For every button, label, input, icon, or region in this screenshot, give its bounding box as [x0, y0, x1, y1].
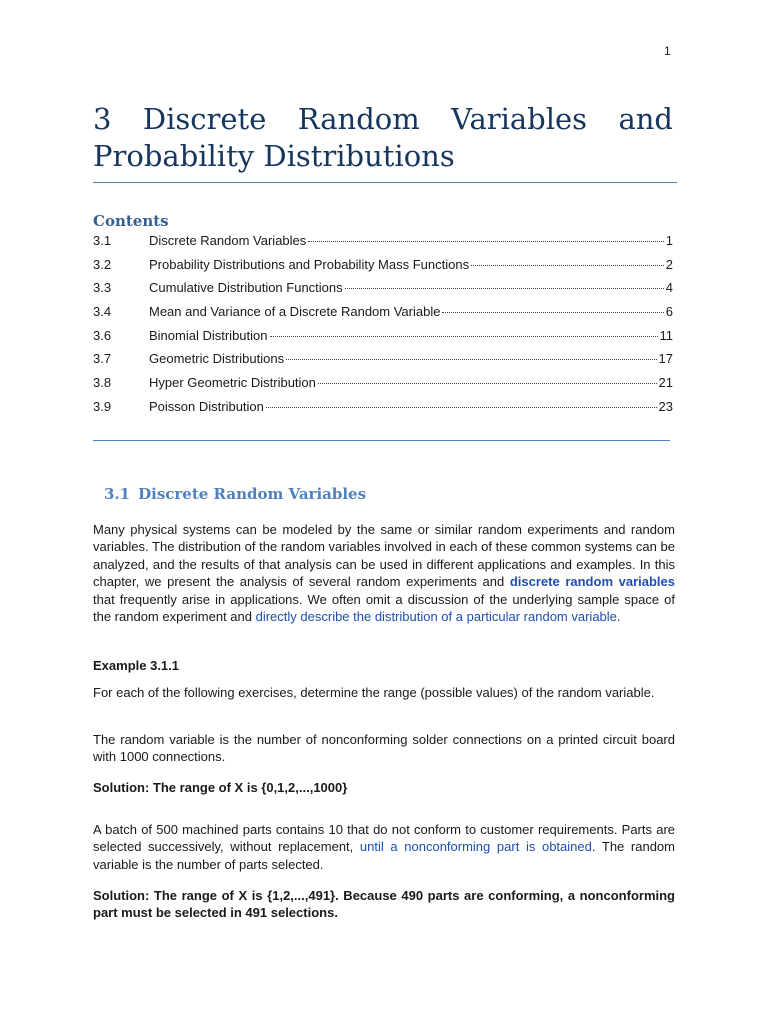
- title-divider: [93, 182, 677, 183]
- toc-leader-dots: [471, 265, 664, 266]
- toc-entry[interactable]: [93, 280, 673, 304]
- example-heading: Example 3.1.1: [93, 658, 179, 673]
- toc-entry-number: 3.3: [93, 280, 112, 296]
- toc-entry-page: 2: [665, 256, 673, 272]
- toc-entry-number: 3.6: [93, 327, 112, 343]
- section-number: 3.1: [104, 485, 131, 503]
- intro-text: that frequently arise in applications. We often omit a discussion of the underlying sample space of the random experiment and: [93, 591, 675, 625]
- intro-text: .: [616, 609, 621, 625]
- example-question-2: [93, 821, 675, 873]
- toc-entry-title: Binomial Distribution: [149, 327, 268, 343]
- toc-entry-page: 4: [665, 280, 673, 296]
- toc-entry[interactable]: [93, 328, 673, 352]
- toc-leader-dots: [270, 336, 658, 337]
- question-text: A batch of 500 machined parts contains 10 that do not conform to customer requirements. Parts are selected successively, without replacement,: [93, 822, 675, 855]
- toc-entry[interactable]: [93, 375, 673, 399]
- toc-entry-number: 3.2: [93, 256, 112, 272]
- example-question-1: The random variable is the number of nonconforming solder connections on a printed circuit board with 1000 connections.: [93, 732, 675, 765]
- toc-entry-number: 3.7: [93, 351, 112, 367]
- toc-entry[interactable]: [93, 233, 673, 257]
- section-title: Discrete Random Variables: [138, 485, 367, 503]
- intro-paragraph: [93, 521, 675, 625]
- toc-entry-title: Hyper Geometric Distribution: [149, 375, 316, 391]
- highlighted-phrase: directly describe the distribution of a particular random variable: [255, 609, 617, 625]
- toc-entry-page: 11: [659, 327, 673, 343]
- toc-entry[interactable]: [93, 351, 673, 375]
- toc-entry-number: 3.9: [93, 398, 112, 414]
- highlighted-phrase: until a nonconforming part is obtained: [359, 839, 592, 855]
- key-term: discrete random variables: [509, 574, 675, 590]
- section-heading: [104, 485, 366, 503]
- toc-entry-page: 6: [665, 304, 673, 320]
- contents-heading: Contents: [93, 212, 169, 230]
- page-number: 1: [664, 44, 671, 58]
- toc-leader-dots: [442, 312, 663, 313]
- toc-leader-dots: [318, 383, 657, 384]
- toc-entry[interactable]: [93, 304, 673, 328]
- example-solution-1: Solution: The range of X is {0,1,2,...,1000}: [93, 780, 348, 795]
- toc-entry-page: 21: [658, 375, 673, 391]
- toc-entry-page: 17: [658, 351, 673, 367]
- example-solution-2: Solution: The range of X is {1,2,...,491}. Because 490 parts are conforming, a nonconforming part must be selected in 491 selections.: [93, 888, 675, 921]
- toc-entry[interactable]: [93, 399, 673, 423]
- toc-leader-dots: [286, 359, 656, 360]
- toc-entry-title: Discrete Random Variables: [149, 233, 307, 248]
- example-instructions: For each of the following exercises, determine the range (possible values) of the random variable.: [93, 685, 655, 700]
- chapter-title: 3 Discrete Random Variables and Probability Distributions: [93, 102, 673, 173]
- toc-entry-number: 3.1: [93, 233, 112, 248]
- toc-entry-title: Probability Distributions and Probability Mass Functions: [149, 256, 470, 272]
- toc-entry-title: Poisson Distribution: [149, 398, 264, 414]
- toc-entry-number: 3.8: [93, 375, 112, 391]
- toc-entry-title: Cumulative Distribution Functions: [149, 280, 343, 296]
- toc-leader-dots: [345, 288, 664, 289]
- table-of-contents: [93, 233, 673, 423]
- toc-entry-title: Mean and Variance of a Discrete Random Variable: [149, 304, 441, 320]
- toc-entry-number: 3.4: [93, 304, 112, 320]
- toc-entry[interactable]: [93, 257, 673, 281]
- toc-leader-dots: [308, 241, 663, 242]
- toc-entry-page: 23: [658, 398, 673, 414]
- toc-entry-title: Geometric Distributions: [149, 351, 285, 367]
- contents-divider: [93, 440, 670, 441]
- intro-text: Many physical systems can be modeled by the same or similar random experiments and random variables. The distribution of the random variables involved in each of these common systems can be analyzed, and the results of that analysis can be used in different applications and examples. In this chapter, we present the analysis of several random experiments and: [93, 522, 675, 590]
- toc-entry-page: 1: [665, 233, 673, 248]
- question-text: . The random variable is the number of parts selected.: [93, 839, 675, 872]
- toc-leader-dots: [266, 407, 657, 408]
